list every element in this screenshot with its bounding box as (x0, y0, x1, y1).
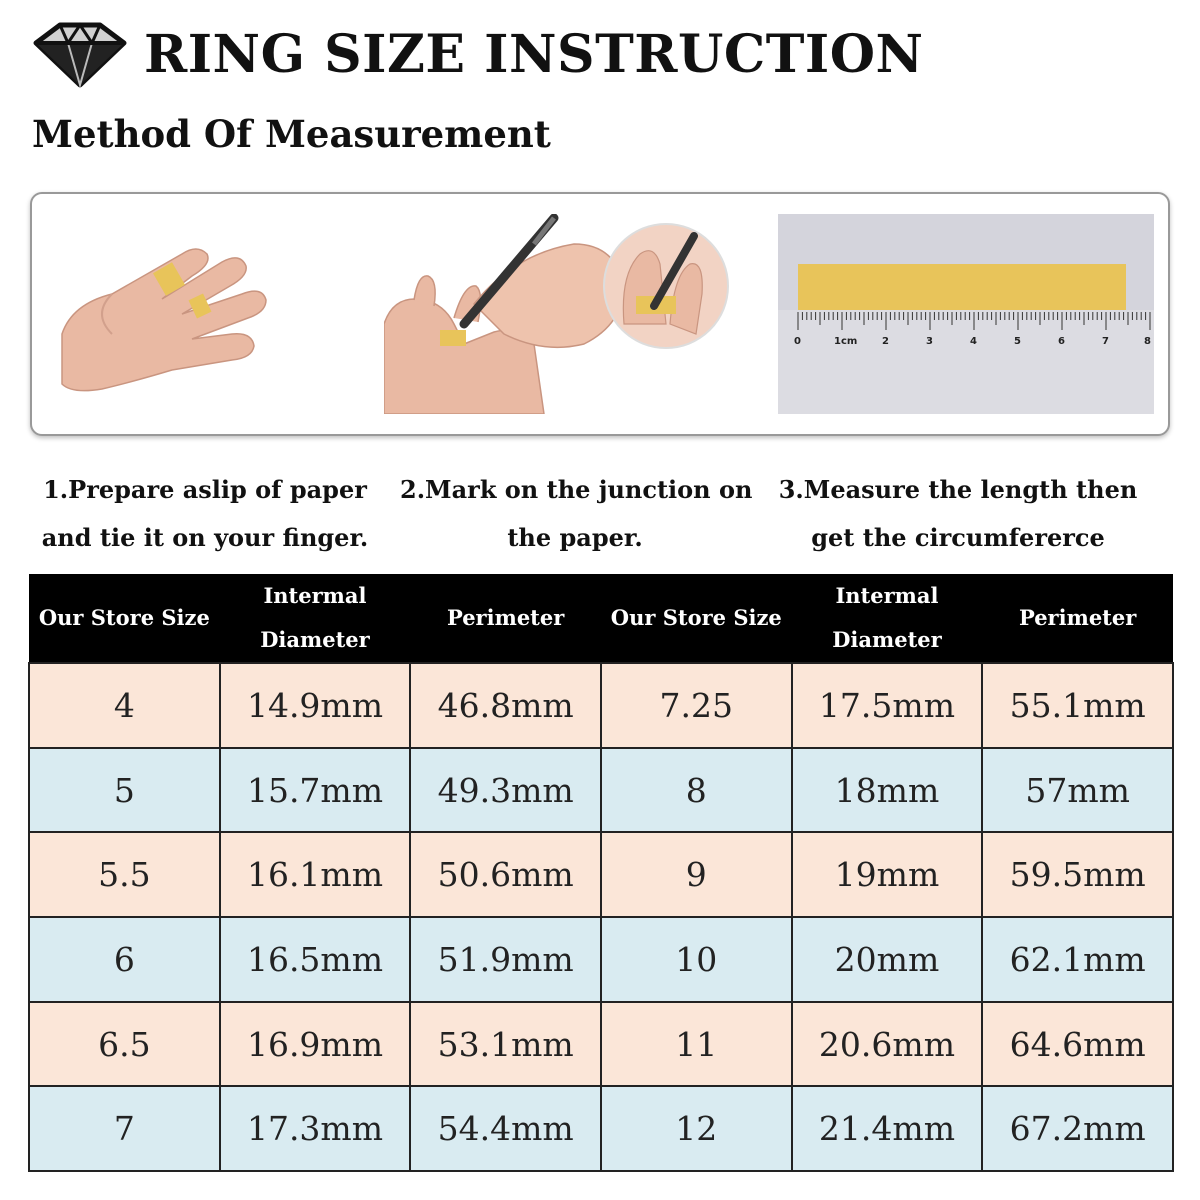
header-store-size: Our Store Size (601, 574, 792, 663)
step-3-line-1: 3.Measure the length then (778, 475, 1138, 504)
table-cell: 12 (601, 1086, 792, 1171)
table-cell: 20.6mm (792, 1002, 983, 1087)
table-row (29, 748, 1173, 833)
table-cell: 16.5mm (220, 917, 411, 1002)
table-cell: 14.9mm (220, 663, 411, 748)
table-row (29, 1002, 1173, 1087)
diamond-icon (30, 19, 130, 89)
table-cell: 9 (601, 832, 792, 917)
table-cell: 17.5mm (792, 663, 983, 748)
step-1-line-1: 1.Prepare aslip of paper (43, 475, 367, 504)
header-store-size: Our Store Size (29, 574, 220, 663)
table-cell: 6 (29, 917, 220, 1002)
header-internal-diameter: Intermal Diameter (792, 574, 983, 663)
step-3-caption (770, 466, 1146, 562)
step-2-line-2: the paper. (507, 523, 643, 552)
section-subtitle: Method Of Measurement (32, 112, 551, 156)
table-cell: 6.5 (29, 1002, 220, 1087)
table-cell: 4 (29, 663, 220, 748)
header-perimeter: Perimeter (982, 574, 1173, 663)
table-cell: 10 (601, 917, 792, 1002)
table-cell: 16.1mm (220, 832, 411, 917)
header-perimeter: Perimeter (410, 574, 601, 663)
table-cell: 54.4mm (410, 1086, 601, 1171)
table-cell: 5 (29, 748, 220, 833)
table-cell: 46.8mm (410, 663, 601, 748)
ring-size-table (28, 574, 1174, 1172)
table-cell: 8 (601, 748, 792, 833)
table-cell: 17.3mm (220, 1086, 411, 1171)
table-row (29, 1086, 1173, 1171)
table-cell: 16.9mm (220, 1002, 411, 1087)
step-2-caption (400, 466, 753, 562)
ruler-photo (778, 214, 1154, 414)
ruler-label: 8 (1144, 336, 1151, 347)
ruler-label: 7 (1102, 336, 1109, 347)
marking-paper-photo (384, 214, 736, 414)
step-1-caption (30, 466, 380, 562)
step-3-line-2: get the circumfererce (811, 523, 1105, 552)
table-row (29, 832, 1173, 917)
table-cell: 11 (601, 1002, 792, 1087)
table-row (29, 663, 1173, 748)
ruler-label: 1cm (834, 336, 858, 347)
table-cell: 67.2mm (982, 1086, 1173, 1171)
ruler-label: 4 (970, 336, 977, 347)
table-cell: 53.1mm (410, 1002, 601, 1087)
measurement-photos-panel (30, 192, 1170, 436)
hand-with-paper-photo (52, 214, 312, 414)
table-cell: 64.6mm (982, 1002, 1173, 1087)
table-header-row (29, 574, 1173, 663)
table-cell: 62.1mm (982, 917, 1173, 1002)
ruler-label: 2 (882, 336, 889, 347)
table-cell: 20mm (792, 917, 983, 1002)
header-internal-diameter: Intermal Diameter (220, 574, 411, 663)
table-cell: 5.5 (29, 832, 220, 917)
ruler-label: 0 (794, 336, 801, 347)
table-cell: 21.4mm (792, 1086, 983, 1171)
table-cell: 59.5mm (982, 832, 1173, 917)
table-cell: 19mm (792, 832, 983, 917)
table-cell: 57mm (982, 748, 1173, 833)
ruler-label: 6 (1058, 336, 1065, 347)
table-cell: 51.9mm (410, 917, 601, 1002)
header (30, 18, 924, 90)
table-cell: 7 (29, 1086, 220, 1171)
table-cell: 7.25 (601, 663, 792, 748)
table-row (29, 917, 1173, 1002)
ruler-label: 3 (926, 336, 933, 347)
table-cell: 18mm (792, 748, 983, 833)
page-title: RING SIZE INSTRUCTION (144, 23, 924, 85)
step-2-line-1: 2.Mark on the junction on (400, 475, 753, 504)
table-cell: 15.7mm (220, 748, 411, 833)
table-cell: 55.1mm (982, 663, 1173, 748)
ruler-label: 5 (1014, 336, 1021, 347)
step-1-line-2: and tie it on your finger. (41, 523, 369, 552)
table-cell: 49.3mm (410, 748, 601, 833)
table-cell: 50.6mm (410, 832, 601, 917)
